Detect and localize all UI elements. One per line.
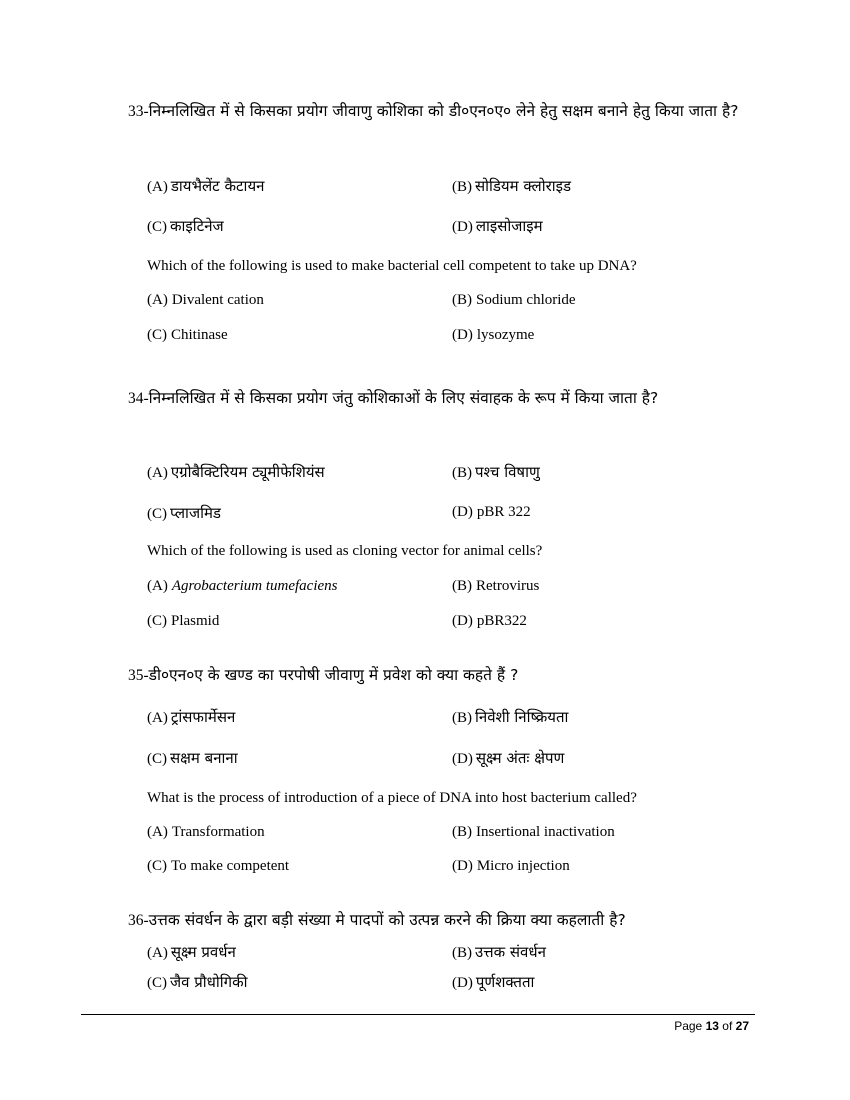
option-text: Sodium chloride bbox=[476, 292, 576, 308]
option-label: (B) bbox=[452, 292, 472, 308]
q33-hindi-option-a bbox=[147, 176, 264, 196]
option-label: (B) bbox=[452, 578, 472, 594]
option-text: एग्रोबैक्टिरियम ट्यूमीफेशियंस bbox=[170, 463, 325, 481]
q36-hindi-option-b bbox=[452, 942, 546, 962]
q35-english-option-d bbox=[452, 858, 570, 875]
q36-hindi-option-d bbox=[452, 972, 534, 992]
option-label: (D) bbox=[452, 613, 473, 629]
question-number: 36- bbox=[128, 912, 149, 929]
q34-english-option-d bbox=[452, 613, 527, 630]
option-label: (B) bbox=[452, 945, 472, 961]
option-text: काइटिनेज bbox=[170, 217, 224, 235]
q33-english-option-d bbox=[452, 327, 534, 344]
option-label: (D) bbox=[452, 858, 473, 874]
option-label: (B) bbox=[452, 824, 472, 840]
q35-english-option-a bbox=[147, 824, 265, 841]
option-text: जैव प्रौधोगिकी bbox=[170, 973, 248, 991]
option-text: Transformation bbox=[171, 824, 265, 840]
option-label: (B) bbox=[452, 710, 472, 726]
of-word: of bbox=[722, 1019, 733, 1033]
q35-hindi-option-b bbox=[452, 707, 568, 727]
option-text: Divalent cation bbox=[171, 292, 264, 308]
option-label: (A) bbox=[147, 824, 168, 840]
option-text: सूक्ष्म अंतः क्षेपण bbox=[475, 749, 565, 767]
q35-hindi-option-c bbox=[147, 748, 238, 768]
option-label: (A) bbox=[147, 465, 168, 481]
option-text: pBR322 bbox=[476, 613, 527, 629]
option-label: (A) bbox=[147, 179, 168, 195]
total-pages: 27 bbox=[735, 1019, 749, 1033]
q34-english-option-a bbox=[147, 578, 338, 595]
option-text: सक्षम बनाना bbox=[170, 749, 238, 767]
question-34-english: Which of the following is used as cloning vector for animal cells? bbox=[147, 543, 543, 559]
page-word: Page bbox=[674, 1019, 703, 1033]
option-text: Chitinase bbox=[171, 327, 228, 343]
option-text: उत्तक संवर्धन bbox=[475, 943, 546, 961]
option-label: (A) bbox=[147, 945, 168, 961]
option-label: (D) bbox=[452, 327, 473, 343]
option-text: निवेशी निष्क्रियता bbox=[475, 708, 569, 726]
question-number: 33- bbox=[128, 103, 149, 120]
option-label: (C) bbox=[147, 219, 167, 235]
question-text-hindi: निम्नलिखित में से किसका प्रयोग जीवाणु कोशिका को डी०एन०ए० लेने हेतु सक्षम बनाने हेतु किया जाता है? bbox=[148, 102, 739, 120]
footer-divider bbox=[81, 1014, 755, 1015]
page-number-footer bbox=[674, 1019, 749, 1033]
option-text: pBR 322 bbox=[476, 504, 531, 520]
option-text: Micro injection bbox=[476, 858, 570, 874]
question-35-english: What is the process of introduction of a piece of DNA into host bacterium called? bbox=[147, 790, 637, 806]
q35-english-option-c bbox=[147, 858, 289, 875]
option-text: Plasmid bbox=[171, 613, 220, 629]
option-label: (C) bbox=[147, 506, 167, 522]
q36-hindi-option-a bbox=[147, 942, 236, 962]
option-label: (A) bbox=[147, 292, 168, 308]
option-text: Insertional inactivation bbox=[476, 824, 615, 840]
question-text-hindi: डी०एन०ए के खण्ड का परपोषी जीवाणु में प्रवेश को क्या कहते हैं ? bbox=[148, 666, 519, 684]
q34-english-option-b bbox=[452, 578, 539, 595]
option-text: सोडियम क्लोराइड bbox=[475, 177, 572, 195]
option-label: (C) bbox=[147, 751, 167, 767]
option-text: पश्च विषाणु bbox=[475, 463, 540, 481]
question-34-hindi bbox=[128, 383, 778, 414]
q34-hindi-option-d bbox=[452, 504, 531, 521]
option-label: (D) bbox=[452, 751, 473, 767]
q35-hindi-option-a bbox=[147, 707, 235, 727]
q34-hindi-option-a bbox=[147, 462, 325, 482]
q35-hindi-option-d bbox=[452, 748, 564, 768]
option-label: (D) bbox=[452, 504, 473, 520]
option-label: (B) bbox=[452, 465, 472, 481]
question-33-english: Which of the following is used to make bacterial cell competent to take up DNA? bbox=[147, 258, 637, 274]
option-text: ट्रांसफार्मेसन bbox=[170, 708, 236, 726]
option-text: lysozyme bbox=[476, 327, 535, 343]
option-label: (B) bbox=[452, 179, 472, 195]
q34-english-option-c bbox=[147, 613, 219, 630]
question-35-hindi bbox=[128, 660, 778, 691]
q34-hindi-option-c bbox=[147, 503, 221, 523]
q36-hindi-option-c bbox=[147, 972, 248, 992]
question-33-hindi bbox=[128, 96, 778, 127]
option-label: (A) bbox=[147, 578, 168, 594]
q33-english-option-a bbox=[147, 292, 264, 309]
option-text: To make competent bbox=[171, 858, 290, 874]
option-label: (D) bbox=[452, 975, 473, 991]
option-label: (C) bbox=[147, 858, 167, 874]
q33-hindi-option-c bbox=[147, 216, 224, 236]
option-text: लाइसोजाइम bbox=[475, 217, 543, 235]
option-label: (C) bbox=[147, 327, 167, 343]
question-36-hindi bbox=[128, 905, 778, 936]
q33-english-option-b bbox=[452, 292, 576, 309]
q34-hindi-option-b bbox=[452, 462, 540, 482]
option-text: Retrovirus bbox=[476, 578, 540, 594]
option-label: (A) bbox=[147, 710, 168, 726]
q33-hindi-option-b bbox=[452, 176, 571, 196]
q33-english-option-c bbox=[147, 327, 228, 344]
option-text: डायभैलेंट कैटायन bbox=[170, 177, 265, 195]
question-text-hindi: निम्नलिखित में से किसका प्रयोग जंतु कोशिकाओं के लिए संवाहक के रूप में किया जाता है? bbox=[148, 389, 659, 407]
current-page: 13 bbox=[705, 1019, 719, 1033]
question-text-hindi: उत्तक संवर्धन के द्वारा बड़ी संख्या मे पादपों को उत्पन्न करने की क्रिया क्या कहलाती है? bbox=[148, 911, 626, 929]
q35-english-option-b bbox=[452, 824, 615, 841]
option-text: Agrobacterium tumefaciens bbox=[171, 578, 338, 594]
q33-hindi-option-d bbox=[452, 216, 543, 236]
option-text: सूक्ष्म प्रवर्धन bbox=[170, 943, 236, 961]
question-number: 34- bbox=[128, 390, 149, 407]
option-text: पूर्णशक्तता bbox=[475, 973, 535, 991]
question-number: 35- bbox=[128, 667, 149, 684]
option-label: (D) bbox=[452, 219, 473, 235]
option-text: प्लाजमिड bbox=[170, 504, 221, 522]
option-label: (C) bbox=[147, 613, 167, 629]
option-label: (C) bbox=[147, 975, 167, 991]
